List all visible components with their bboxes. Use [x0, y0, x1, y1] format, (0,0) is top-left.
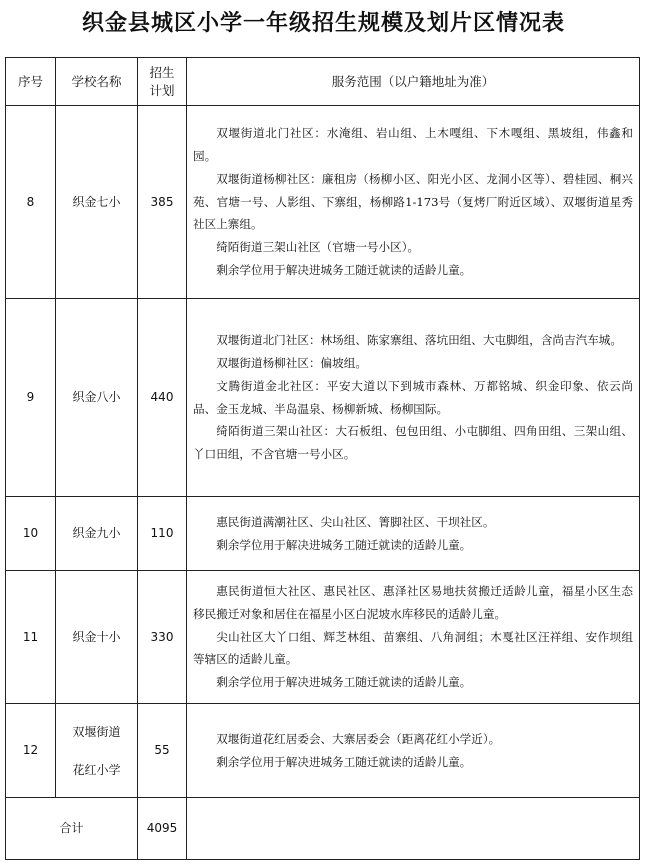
row-range — [187, 704, 640, 798]
row-range — [187, 299, 640, 497]
row-num: 8 — [6, 106, 56, 299]
row-num: 11 — [6, 571, 56, 704]
range-paragraph: 剩余学位用于解决进城务工随迁就读的适龄儿童。 — [216, 754, 472, 769]
header-num: 序号 — [6, 58, 56, 106]
row-num: 9 — [6, 299, 56, 497]
total-label: 合计 — [6, 798, 138, 860]
row-num: 10 — [6, 497, 56, 571]
row-num: 12 — [6, 704, 56, 798]
table-row — [6, 299, 640, 497]
range-paragraph: 绮陌街道三架山社区（官塘一号小区）。 — [216, 240, 420, 255]
table-row — [6, 704, 640, 798]
range-paragraph: 尖山社区大丫口组、辉芝林组、苗寨组、八角洞组；木戛社区汪祥组、安作坝组等辖区的适龄儿童。 — [193, 629, 633, 667]
row-plan: 440 — [138, 299, 187, 497]
range-paragraph: 双堰街道北门社区：林场组、陈家寨组、落坑田组、大屯脚组，含尚吉汽车城。 — [216, 333, 622, 348]
range-paragraph: 剩余学位用于解决进城务工随迁就读的适龄儿童。 — [216, 675, 472, 690]
total-range-empty — [187, 798, 640, 860]
school-name: 织金七小 — [72, 194, 121, 209]
row-range — [187, 497, 640, 571]
row-school — [56, 497, 138, 571]
row-plan: 110 — [138, 497, 187, 571]
school-name: 织金九小 — [72, 526, 121, 541]
row-plan: 330 — [138, 571, 187, 704]
row-school — [56, 704, 138, 798]
table-row — [6, 497, 640, 571]
range-paragraph: 惠民街道恒大社区、惠民社区、惠泽社区易地扶贫搬迁适龄儿童，福星小区生态移民搬迁对象和居住在福星小区白泥坡水库移民的适龄儿童。 — [193, 584, 633, 621]
range-paragraph: 剩余学位用于解决进城务工随迁就读的适龄儿童。 — [216, 262, 472, 277]
school-name: 织金八小 — [72, 390, 121, 405]
table-header-row — [6, 58, 640, 106]
total-row — [6, 798, 640, 860]
range-paragraph: 剩余学位用于解决进城务工随迁就读的适龄儿童。 — [216, 537, 472, 552]
header-range: 服务范围（以户籍地址为准） — [187, 58, 640, 106]
school-name: 织金十小 — [72, 629, 121, 644]
row-school — [56, 106, 138, 299]
range-paragraph: 双堰街道杨柳社区：廉租房（杨柳小区、阳光小区、龙洞小区等）、碧桂园、桐兴苑、官塘一号、人影组、下寨组，杨柳路1-173号（复烤厂附近区域）、双堰街道星秀社区上寨组。 — [193, 171, 633, 232]
row-school — [56, 299, 138, 497]
row-range — [187, 106, 640, 299]
total-plan: 4095 — [138, 798, 187, 860]
school-name-line1: 双堰街道 — [72, 724, 121, 739]
range-paragraph: 惠民街道满潮社区、尖山社区、箐脚社区、干坝社区。 — [216, 514, 495, 529]
row-plan: 385 — [138, 106, 187, 299]
range-paragraph: 文腾街道金北社区：平安大道以下到城市森林、万都铭城、织金印象、依云尚品、金玉龙城、半岛温泉、杨柳新城、杨柳国际。 — [193, 378, 633, 416]
row-range — [187, 571, 640, 704]
range-paragraph: 双堰街道花红居委会、大寨居委会（距离花红小学近）。 — [216, 731, 501, 746]
page-title: 织金县城区小学一年级招生规模及划片区情况表 — [81, 11, 565, 36]
range-paragraph: 绮陌街道三架山社区：大石板组、包包田组、小屯脚组、四角田组、三架山组、丫口田组，不含官塘一号小区。 — [193, 424, 633, 462]
table-row — [6, 571, 640, 704]
header-school: 学校名称 — [56, 58, 138, 106]
row-school — [56, 571, 138, 704]
school-name-line2: 花红小学 — [72, 762, 121, 777]
enrollment-table — [5, 57, 640, 860]
header-plan — [138, 58, 187, 106]
header-plan-line1: 招生 — [149, 64, 175, 80]
header-plan-line2: 计划 — [149, 82, 175, 98]
range-paragraph: 双堰街道北门社区：水淹组、岩山组、上木嘎组、下木嘎组、黑坡组，伟鑫和园。 — [193, 126, 633, 163]
row-plan: 55 — [138, 704, 187, 798]
range-paragraph: 双堰街道杨柳社区：偏坡组。 — [216, 355, 367, 370]
table-row — [6, 106, 640, 299]
